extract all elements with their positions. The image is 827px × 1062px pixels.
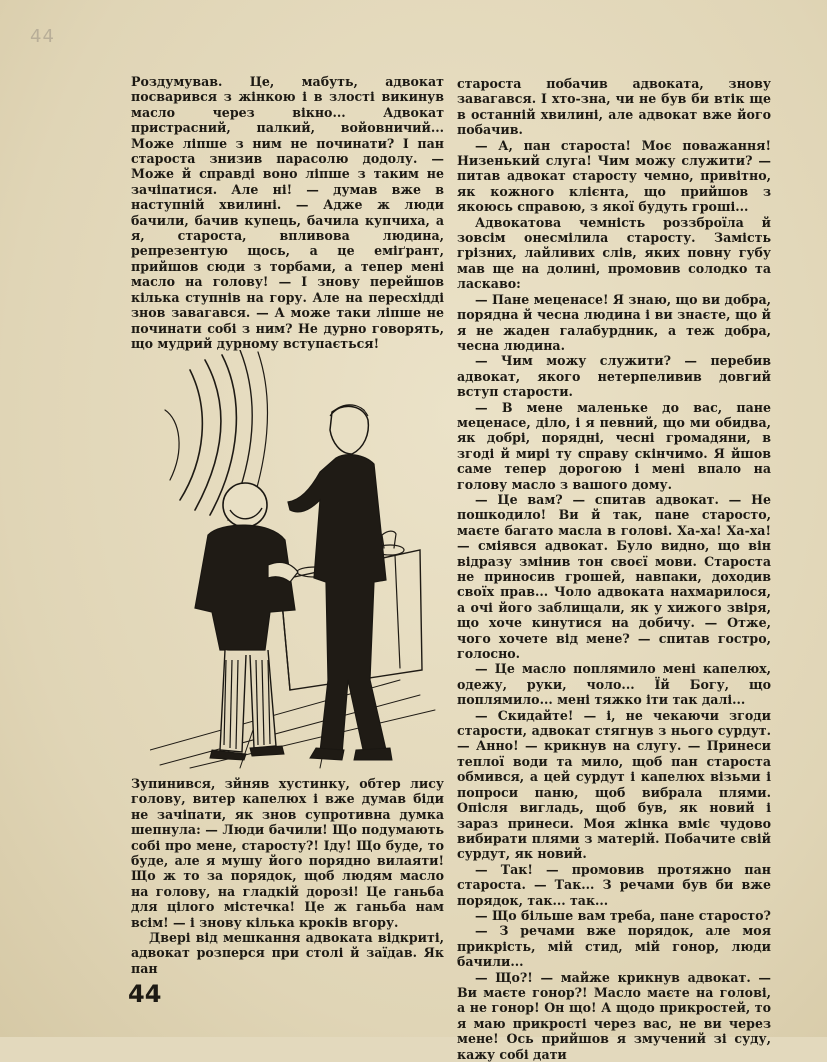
right-paragraph: Адвокатова чемність роззброїла й зовсім онесмілила старосту. Замість грізних, лайливих слів, яких повну губу мав ще на долині, промовив солодко та ласкаво: [457, 214, 771, 292]
right-paragraph: — Скидайте! — і, не чекаючи згоди старости, адвокат стягнув з нього сурдут. — Анно! — крикнув на слугу. — Принеси теплої води та мило, щоб пан староста обмився, а цей сурдут і капелюх візьми і попроси паню, щоб вибрала плями. Опісля вигладь, щоб був, як новий і зараз принеси. Моя жінка вміє чудово вибирати плями з матерій. Побачите свій сурдут, як новий. [457, 707, 771, 862]
right-paragraph: — Пане меценасе! Я знаю, що ви добра, порядна й чесна людина і ви знаєте, що й я не жаден галабурдник, а теж добра, чесна людина. [457, 291, 771, 353]
page-number: 44 [128, 980, 162, 1008]
right-column [457, 76, 771, 1062]
right-paragraph: — Це вам? — спитав адвокат. — Не пошкодило! Ви й так, пане старосто, маєте багато масла в голові. Ха-ха! Ха-ха! — сміявся адвокат. Було видно, що він відразу змінив тон своєї мови. Староста не приносив грошей, навпаки, доходив своїх прав... Чоло адвоката нахмарилося, а очі його заблищали, як у хижого звіря, що хоче кинутися на добичу. — Отже, чого хочете від мене? — спитав гостро, голосно. [457, 491, 771, 662]
left-column-top [131, 74, 444, 351]
right-paragraph: — Так! — промовив протяжно пан староста. — Так... З речами був би вже порядок, так... так... [457, 861, 771, 908]
left_bottom-paragraph: Зупинився, зйняв хустинку, обтер лису голову, витер капелюх і вже думав біди не зачіпати, як знов супротивна думка шепнула: — Люди бачили! Що подумають собі про мене, старосту?! Іду! Що буде, то буде, але я мушу його порядно вилаяти! Що ж то за порядок, щоб людям масло на голову, на гладкій дорозі! Це ганьба для цілого містечка! Це ж ганьба нам всім! — і знову кілька кроків вгору. [131, 776, 444, 930]
left-column-bottom [131, 776, 444, 976]
right-paragraph: — А, пан староста! Моє поважання! Низенький слуга! Чим можу служити? — питав адвокат старосту чемно, привітно, як кожного клієнта, що прийшов з якоюсь справою, з якої будуть гроші... [457, 137, 771, 215]
right-paragraph: староста побачив адвоката, знову завагався. І хто-зна, чи не був би втік ще в останній хвилині, але адвокат вже його побачив. [457, 76, 771, 138]
pencil-page-mark: 44 [30, 26, 55, 47]
right-paragraph: — Це масло поплямило мені капелюх, одежу, руки, чоло... Їй Богу, що поплямило... мені тяжко іти так далі... [457, 661, 771, 708]
left_bottom-paragraph: Двері від мешкання адвоката відкриті, адвокат розперся при столі й заїдав. Як пан [131, 930, 444, 976]
left_top-paragraph: Роздумував. Це, мабуть, адвокат посварився з жінкою і в злості викинув масло через вікно... Адвокат пристрасний, палкий, войовничий... Може ліпше з ним не починати? І пан староста знизив парасолю додолу. — Може й справді воно ліпше з таким не зачіпатися. Але ні! — думав вже в наступній хвилині. — Адже ж люди бачили, бачив купець, бачила купчиха, а я, староста, впливова людина, репрезентую щось, а це еміґрант, прийшов сюди з торбами, а тепер мені масло на голову! — І знову перейшов кілька ступнів на гору. Але на пересхідді знов завагався. — А може таки ліпше не починати собі з ним? Не дурно говорять, що мудрий дурному вступається! [131, 74, 444, 351]
right-paragraph: — Чим можу служити? — перебив адвокат, якого нетерпеливив довгий вступ старости. [457, 353, 771, 400]
right-paragraph: — Що більше вам треба, пане старосто? [475, 907, 771, 923]
right-paragraph: — В мене маленьке до вас, пане меценасе, діло, і я певний, що ми обидва, як добрі, порядні, чесні громадяни, в згоді й мирі ту справу скінчимо. Я йшов саме тепер дорогою і мені впало на голову масло з вашого дому. [457, 399, 771, 492]
right-paragraph: — Що?! — майже крикнув адвокат. — Ви маєте гонор?! Масло маєте на голові, а не гонор! Он що! А щодо прикростей, то я маю прикрості через вас, не ви через мене! Ось прийшов я змучений зі суду, кажу собі дати [457, 969, 771, 1062]
right-paragraph: — З речами вже порядок, але моя прикрість, мій стид, мій гонор, люди бачили... [457, 923, 771, 970]
illustration-starosta-and-lawyer [150, 350, 440, 770]
